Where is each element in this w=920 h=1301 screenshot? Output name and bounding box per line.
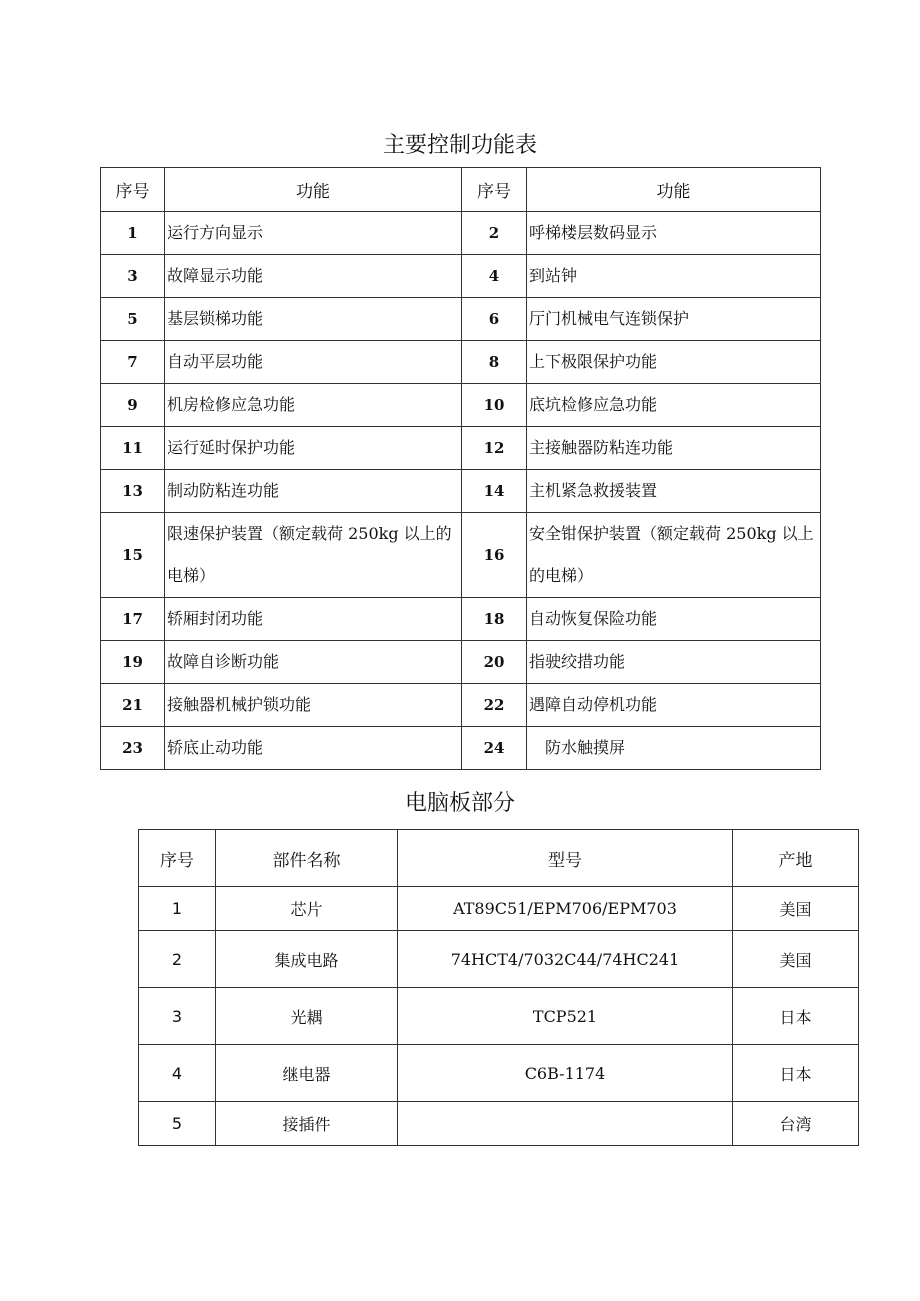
functions-table-title: 主要控制功能表 [382,133,537,158]
part-name: 继电器 [216,1045,398,1102]
function-name: 轿厢封闭功能 [165,598,462,641]
function-number: 21 [101,684,165,727]
part-name: 集成电路 [216,931,398,988]
part-origin: 日本 [733,988,859,1045]
table-row [139,887,859,931]
function-name: 基层锁梯功能 [165,298,462,341]
function-name: 安全钳保护装置（额定载荷 250kg 以上的电梯） [527,513,821,598]
function-number: 19 [101,641,165,684]
parts-table [138,829,859,1146]
function-name: 故障显示功能 [165,255,462,298]
function-name: 接触器机械护锁功能 [165,684,462,727]
function-name: 底坑检修应急功能 [527,384,821,427]
table-row [101,212,821,255]
header-model: 型号 [398,830,733,887]
function-number: 20 [462,641,527,684]
parts-header-row [139,830,859,887]
table-row [101,427,821,470]
part-model: 74HCT4/7032C44/74HC241 [398,931,733,988]
header-part-name: 部件名称 [216,830,398,887]
function-number: 14 [462,470,527,513]
part-origin: 美国 [733,887,859,931]
function-name: 厅门机械电气连锁保护 [527,298,821,341]
parts-table-title: 电脑板部分 [404,791,515,816]
table-row [139,988,859,1045]
function-name: 遇障自动停机功能 [527,684,821,727]
part-origin: 台湾 [733,1102,859,1146]
part-model: TCP521 [398,988,733,1045]
function-name: 故障自诊断功能 [165,641,462,684]
function-number: 12 [462,427,527,470]
part-origin: 美国 [733,931,859,988]
function-number: 10 [462,384,527,427]
part-number: 2 [139,931,216,988]
table-row [101,641,821,684]
function-number: 3 [101,255,165,298]
function-number: 2 [462,212,527,255]
function-name: 自动平层功能 [165,341,462,384]
function-name: 运行方向显示 [165,212,462,255]
function-name: 限速保护装置（额定载荷 250kg 以上的电梯） [165,513,462,598]
functions-table [100,167,821,770]
function-number: 22 [462,684,527,727]
part-name: 光耦 [216,988,398,1045]
table-row [101,727,821,770]
function-name: 防水触摸屏 [527,727,821,770]
part-number: 4 [139,1045,216,1102]
function-number: 1 [101,212,165,255]
part-model [398,1102,733,1146]
function-number: 18 [462,598,527,641]
table-row [101,513,821,598]
part-name: 芯片 [216,887,398,931]
function-number: 17 [101,598,165,641]
function-name: 主接触器防粘连功能 [527,427,821,470]
table-row [101,598,821,641]
function-name: 主机紧急救援装置 [527,470,821,513]
table-row [101,470,821,513]
function-name: 轿底止动功能 [165,727,462,770]
function-name: 运行延时保护功能 [165,427,462,470]
function-number: 13 [101,470,165,513]
table-row [101,384,821,427]
header-no: 序号 [101,168,165,212]
table-row [101,255,821,298]
functions-header-row [101,168,821,212]
header-function: 功能 [527,168,821,212]
part-number: 1 [139,887,216,931]
header-no: 序号 [462,168,527,212]
function-name: 机房检修应急功能 [165,384,462,427]
part-origin: 日本 [733,1045,859,1102]
function-number: 5 [101,298,165,341]
table-row [139,931,859,988]
function-name: 上下极限保护功能 [527,341,821,384]
function-number: 16 [462,513,527,598]
part-model: C6B-1174 [398,1045,733,1102]
function-name: 到站钟 [527,255,821,298]
function-name: 呼梯楼层数码显示 [527,212,821,255]
function-number: 15 [101,513,165,598]
table-row [101,298,821,341]
function-number: 23 [101,727,165,770]
function-number: 7 [101,341,165,384]
function-number: 24 [462,727,527,770]
function-name: 制动防粘连功能 [165,470,462,513]
function-number: 9 [101,384,165,427]
function-number: 6 [462,298,527,341]
table-row [101,684,821,727]
part-model: AT89C51/EPM706/EPM703 [398,887,733,931]
function-number: 4 [462,255,527,298]
function-name: 自动恢复保险功能 [527,598,821,641]
function-name: 指驶绞措功能 [527,641,821,684]
table-row [139,1102,859,1146]
table-row [101,341,821,384]
table-row [139,1045,859,1102]
part-number: 3 [139,988,216,1045]
function-number: 8 [462,341,527,384]
header-origin: 产地 [733,830,859,887]
part-name: 接插件 [216,1102,398,1146]
part-number: 5 [139,1102,216,1146]
header-no: 序号 [139,830,216,887]
header-function: 功能 [165,168,462,212]
function-number: 11 [101,427,165,470]
